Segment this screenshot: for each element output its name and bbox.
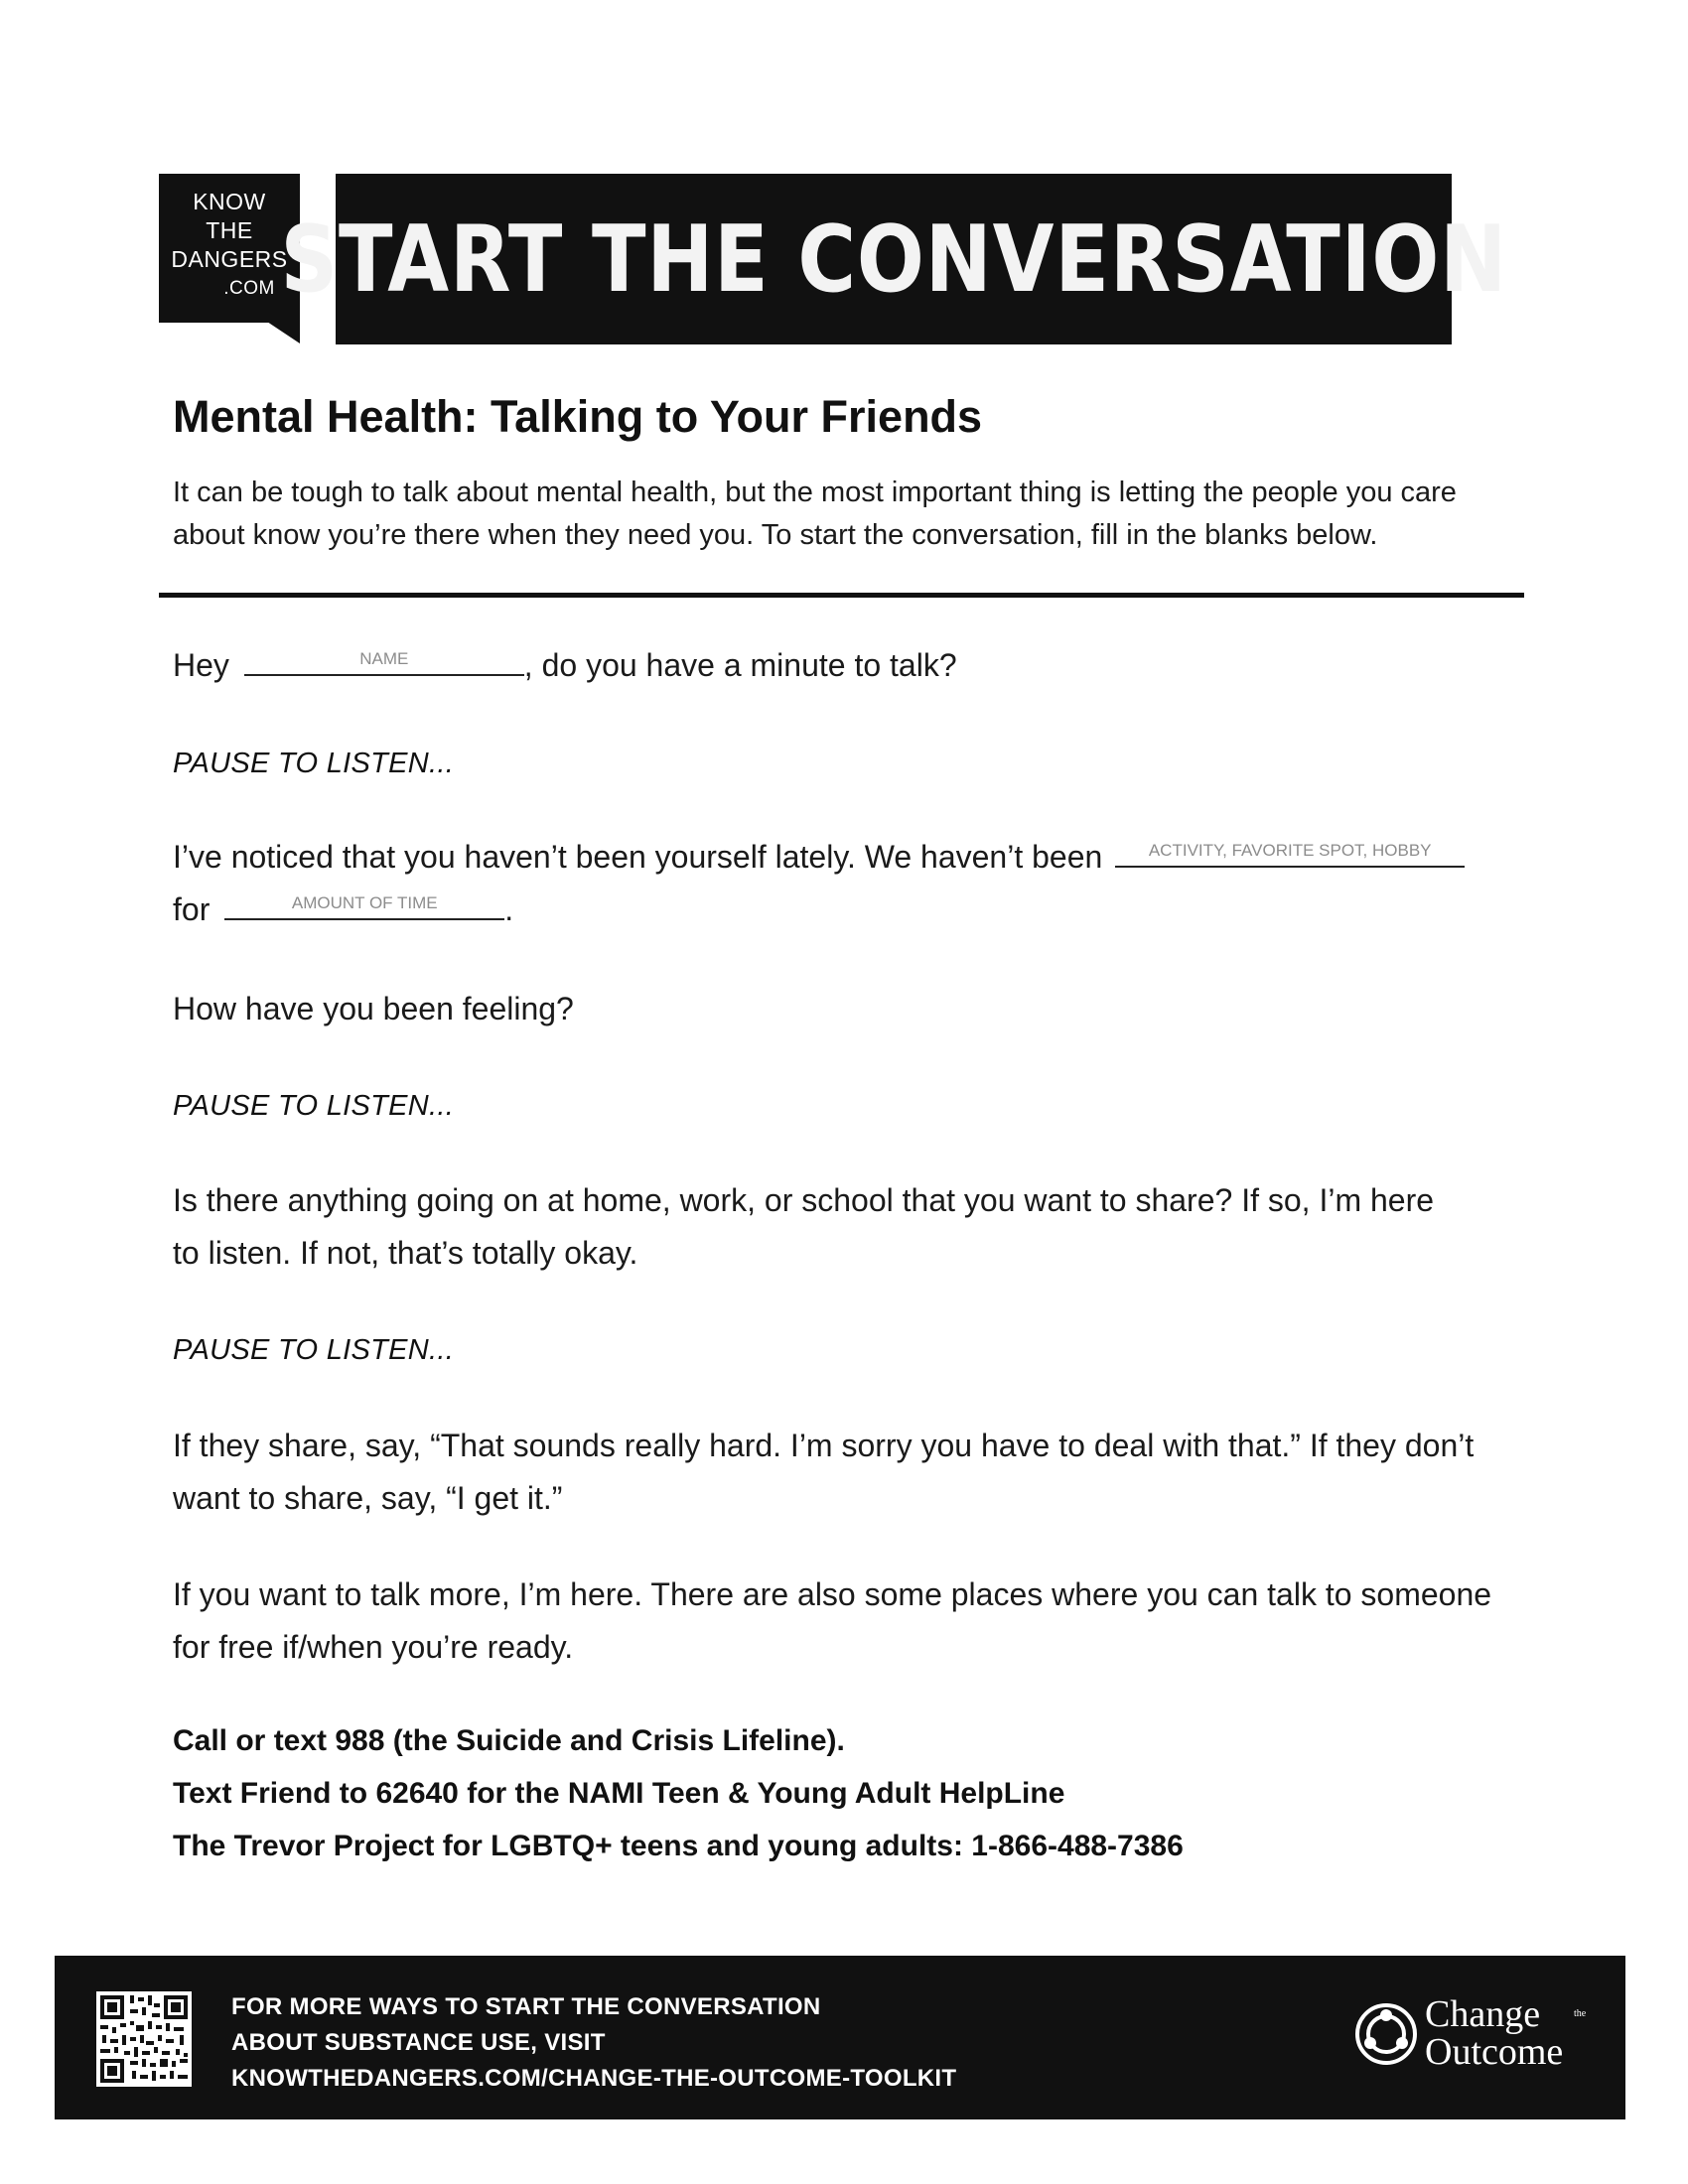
talk-more-paragraph: If you want to talk more, I’m here. There are also some places where you can talk to someone for free if/when you’re ready.: [173, 1576, 1492, 1665]
footer-line-2: ABOUT SUBSTANCE USE, VISIT: [231, 2029, 606, 2056]
knowthedangers-logo: [159, 174, 300, 323]
title-banner: [280, 174, 1507, 344]
logo-line-know: KNOW: [193, 189, 266, 214]
change-outcome-emblem-icon: [1353, 2001, 1419, 2067]
brand-the: the: [1574, 2008, 1587, 2019]
name-blank[interactable]: [244, 640, 524, 676]
noticed-for: for: [173, 891, 211, 927]
footer-link[interactable]: KNOWTHEDANGERS.COM/CHANGE-THE-OUTCOME-TOOLKIT: [231, 2065, 957, 2092]
logo-speech-tail: [264, 320, 300, 343]
feeling-question: How have you been feeling?: [173, 991, 574, 1026]
noticed-line: [173, 831, 1543, 936]
resource-trevor: The Trevor Project for LGBTQ+ teens and young adults: 1-866-488-7386: [173, 1830, 1184, 1862]
qr-code-icon[interactable]: [96, 1991, 192, 2087]
resource-988: Call or text 988 (the Suicide and Crisis Lifeline).: [173, 1724, 845, 1757]
noticed-period: .: [504, 891, 514, 927]
brand-outcome: Outcome: [1425, 2031, 1564, 2073]
resource-nami: Text Friend to 62640 for the NAMI Teen & Young Adult HelpLine: [173, 1777, 1065, 1810]
banner-title: START THE CONVERSATION: [280, 205, 1507, 313]
noticed-text: I’ve noticed that you haven’t been yourself lately. We haven’t been: [173, 839, 1103, 875]
time-blank-hint: AMOUNT OF TIME: [291, 893, 438, 912]
logo-line-com: .COM: [223, 278, 275, 299]
logo-line-the: THE: [206, 217, 253, 243]
greeting-hey: Hey: [173, 647, 229, 683]
response-guidance: If they share, say, “That sounds really hard. I’m sorry you have to deal with that.” If they don’t want to share, say, “I get it.”: [173, 1428, 1475, 1516]
share-question: Is there anything going on at home, work, or school that you want to share? If so, I’m here to listen. If not, that’s totally okay.: [173, 1182, 1435, 1271]
page-title: Mental Health: Talking to Your Friends: [173, 391, 983, 442]
pause-to-listen-2: PAUSE TO LISTEN...: [173, 1090, 455, 1122]
pause-to-listen-3: PAUSE TO LISTEN...: [173, 1334, 455, 1366]
footer-line-1: FOR MORE WAYS TO START THE CONVERSATION: [231, 1993, 821, 2020]
time-blank[interactable]: [224, 885, 504, 920]
greeting-question: , do you have a minute to talk?: [523, 647, 957, 683]
activity-blank[interactable]: [1115, 832, 1465, 868]
name-blank-hint: NAME: [359, 649, 409, 668]
footer-cta: [231, 1989, 956, 2097]
greeting-line: [173, 639, 957, 692]
pause-to-listen-1: PAUSE TO LISTEN...: [173, 748, 455, 779]
footer-bar: [55, 1956, 1625, 2119]
logo-line-dangers: DANGERS: [171, 246, 288, 272]
intro-paragraph: It can be tough to talk about mental health, but the most important thing is letting the people you care about know you’re there when they need you. To start the conversation, fill in the blanks below.: [173, 477, 1457, 551]
activity-blank-hint: ACTIVITY, FAVORITE SPOT, HOBBY: [1148, 841, 1432, 860]
section-divider: [159, 593, 1524, 598]
change-the-outcome-logo: [1353, 1991, 1602, 2087]
brand-change: Change: [1425, 1993, 1541, 2035]
